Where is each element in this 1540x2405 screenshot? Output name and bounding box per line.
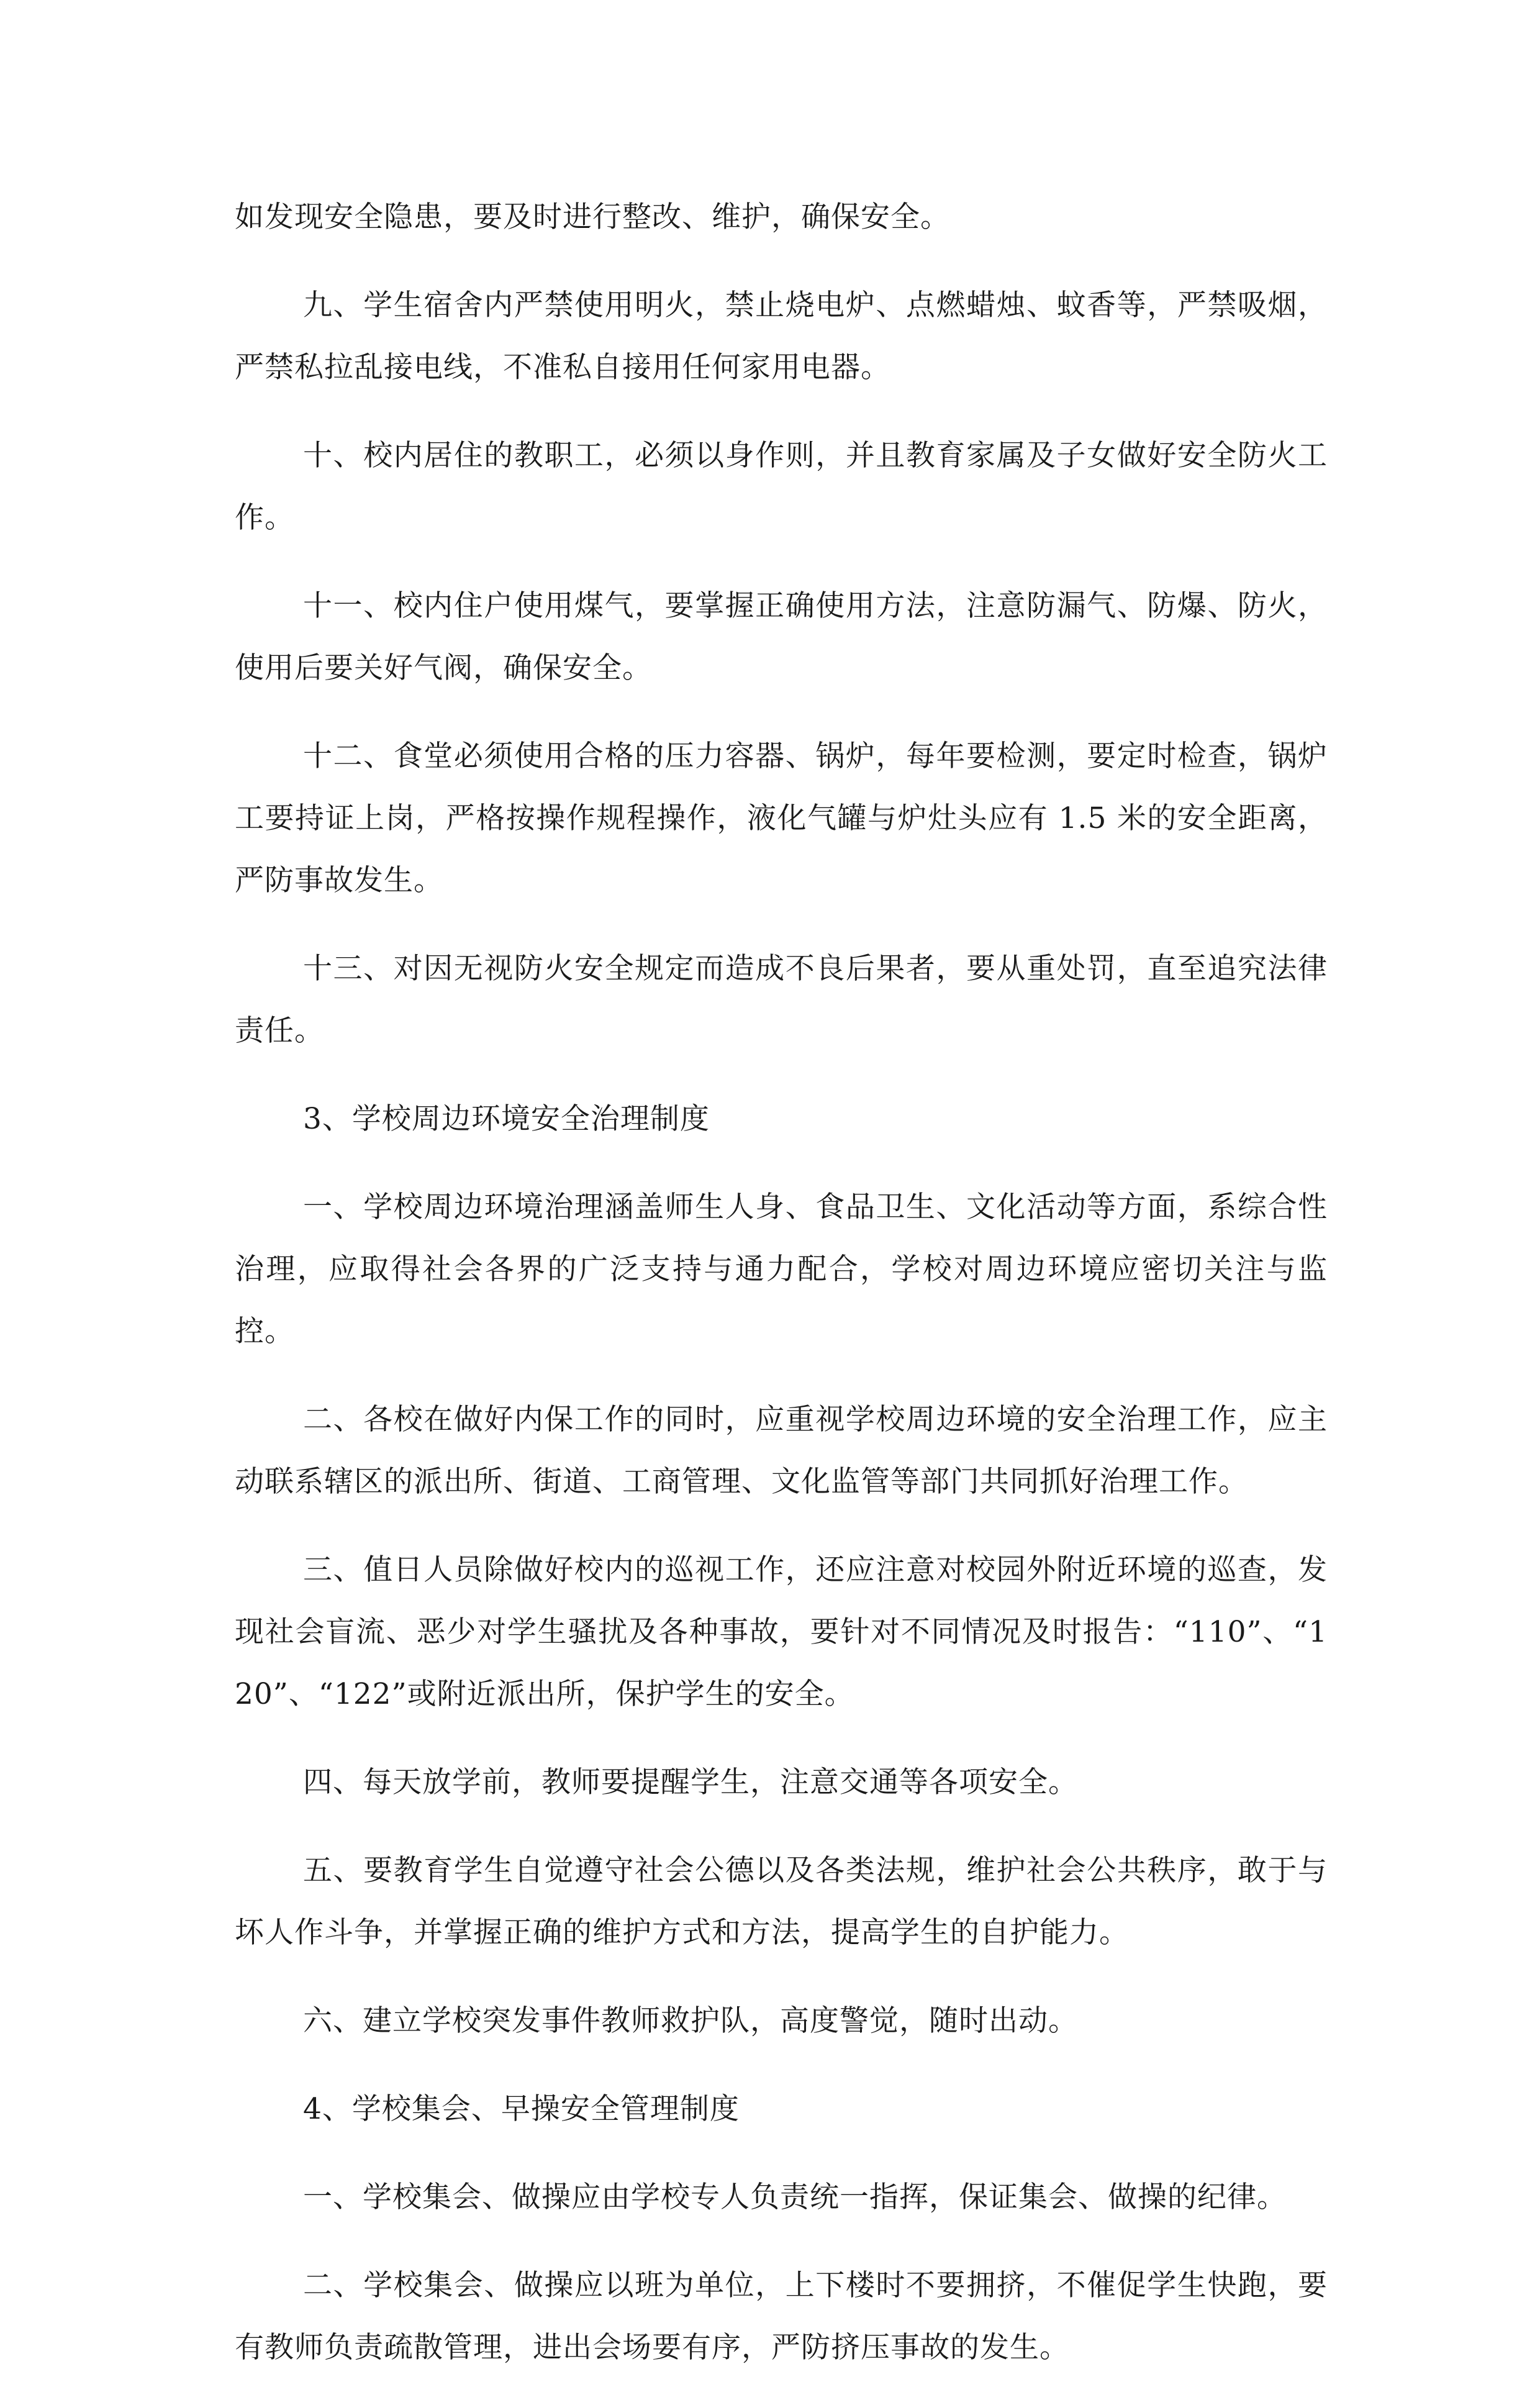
section-heading-3: 3、学校周边环境安全治理制度 <box>303 1102 710 1136</box>
paragraph-item-12: 十二、食堂必须使用合格的压力容器、锅炉，每年要检测，要定时检查，锅炉工要持证上岗，严格按操作规程操作，液化气罐与炉灶头应有 1.5 米的安全距离，严防事故发生。 <box>235 739 1328 898</box>
paragraph-s3-item-1: 一、学校周边环境治理涵盖师生人身、食品卫生、文化活动等方面，系综合性治理，应取得社会各界的广泛支持与通力配合，学校对周边环境应密切关注与监控。 <box>235 1190 1328 1348</box>
paragraph-item-10: 十、校内居住的教职工，必须以身作则，并且教育家属及子女做好安全防火工作。 <box>235 439 1328 535</box>
paragraph-s3-item-3: 三、值日人员除做好校内的巡视工作，还应注意对校园外附近环境的巡查，发现社会盲流、恶少对学生骚扰及各种事故，要针对不同情况及时报告：“110”、“120”、“122”或附近派出所，保护学生的安全。 <box>235 1553 1328 1711</box>
paragraph-s3-item-5: 五、要教育学生自觉遵守社会公德以及各类法规，维护社会公共秩序，敢于与坏人作斗争，并掌握正确的维护方式和方法，提高学生的自护能力。 <box>235 1853 1328 1950</box>
paragraph-continuation: 如发现安全隐患，要及时进行整改、维护，确保安全。 <box>235 200 950 234</box>
paragraph-s3-item-2: 二、各校在做好内保工作的同时，应重视学校周边环境的安全治理工作，应主动联系辖区的派出所、街道、工商管理、文化监管等部门共同抓好治理工作。 <box>235 1403 1328 1499</box>
paragraph-s3-item-4: 四、每天放学前，教师要提醒学生，注意交通等各项安全。 <box>303 1765 1078 1799</box>
paragraph-s4-item-1: 一、学校集会、做操应由学校专人负责统一指挥，保证集会、做操的纪律。 <box>303 2180 1287 2214</box>
document-page <box>235 186 1328 2405</box>
section-heading-4: 4、学校集会、早操安全管理制度 <box>303 2092 740 2126</box>
paragraph-s3-item-6: 六、建立学校突发事件教师救护队，高度警觉，随时出动。 <box>303 2004 1078 2038</box>
paragraph-s4-item-2: 二、学校集会、做操应以班为单位，上下楼时不要拥挤，不催促学生快跑，要有教师负责疏散管理，进出会场要有序，严防挤压事故的发生。 <box>235 2268 1328 2365</box>
paragraph-item-11: 十一、校内住户使用煤气，要掌握正确使用方法，注意防漏气、防爆、防火，使用后要关好气阀，确保安全。 <box>235 589 1328 685</box>
paragraph-item-9: 九、学生宿舍内严禁使用明火，禁止烧电炉、点燃蜡烛、蚊香等，严禁吸烟，严禁私拉乱接电线，不准私自接用任何家用电器。 <box>235 288 1328 384</box>
paragraph-item-13: 十三、对因无视防火安全规定而造成不良后果者，要从重处罚，直至追究法律责任。 <box>235 952 1328 1048</box>
